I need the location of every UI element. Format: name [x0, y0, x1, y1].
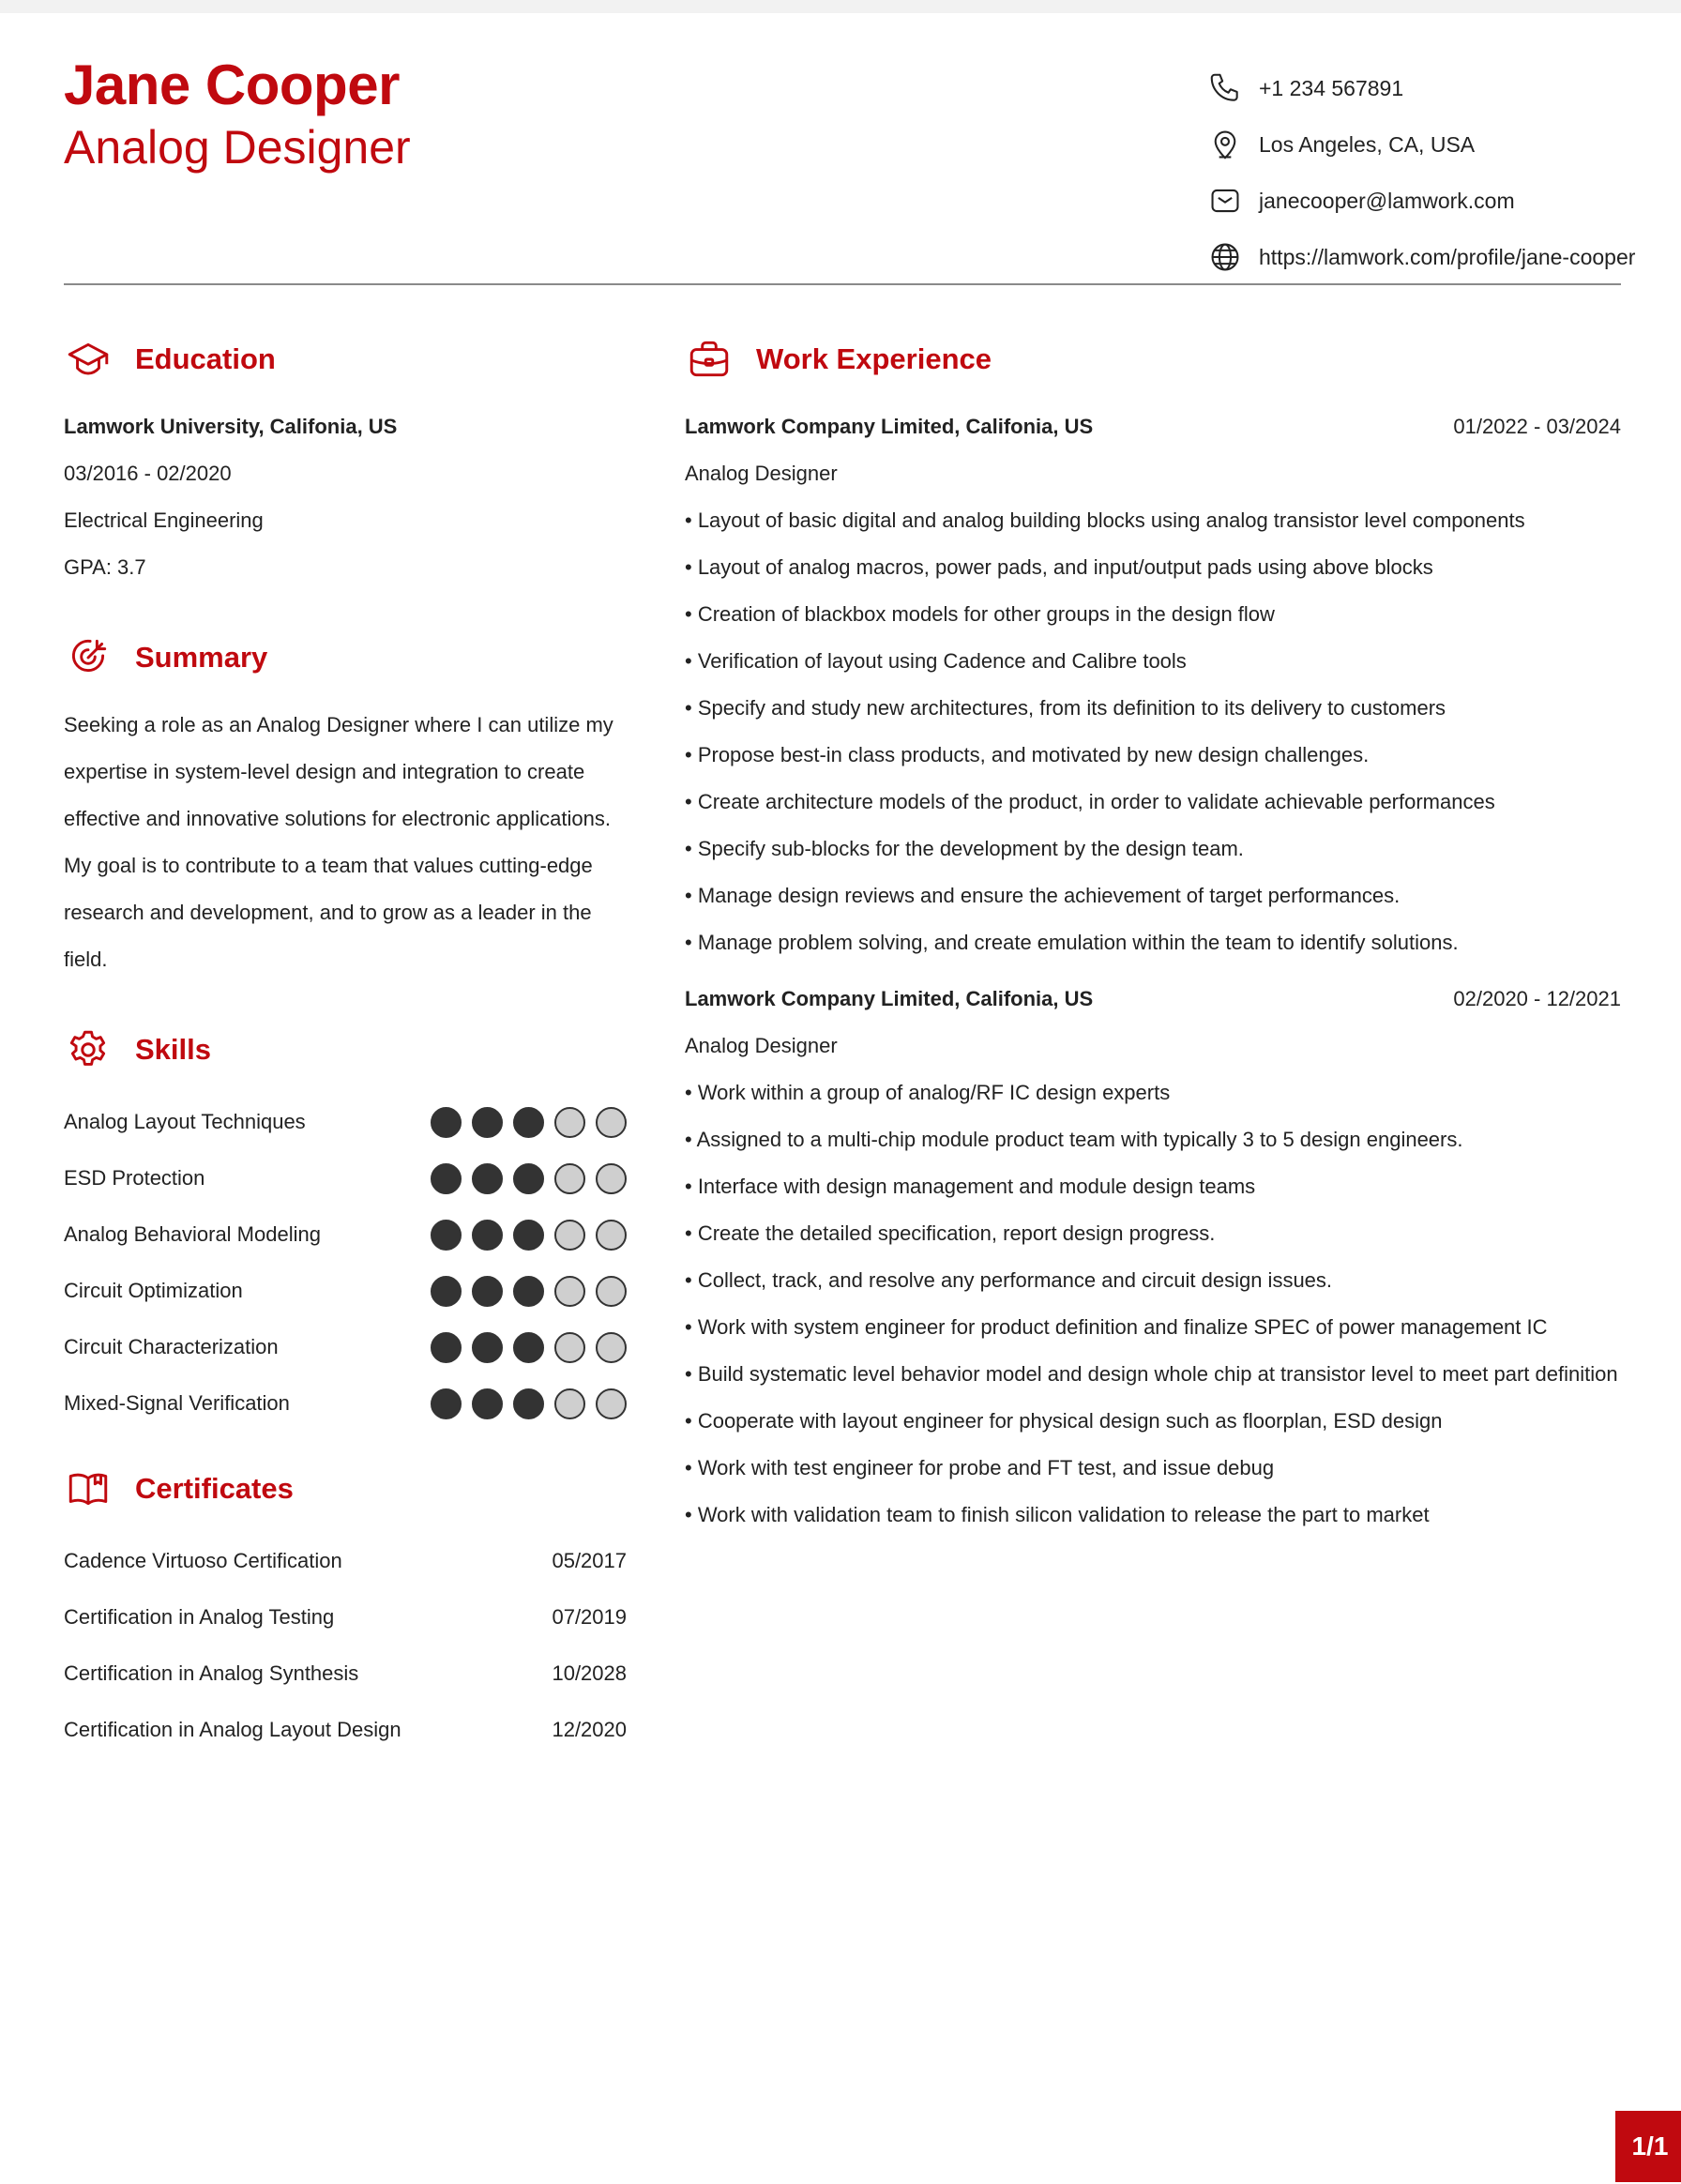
skill-rating: [431, 1388, 627, 1419]
certificate-item: [64, 1646, 627, 1702]
work-title: Work Experience: [756, 342, 992, 375]
skill-rating: [431, 1163, 627, 1194]
candidate-role: Analog Designer: [64, 121, 411, 174]
rating-dot-filled: [472, 1220, 503, 1251]
job-company: Lamwork Company Limited, Califonia, US: [685, 415, 1094, 438]
job-bullet: • Layout of basic digital and analog building blocks using analog transistor level components: [685, 508, 1525, 532]
page-indicator: 1/1: [1615, 2111, 1681, 2182]
certificate-date: 07/2019: [552, 1605, 627, 1629]
contact-email-text[interactable]: janecooper@lamwork.com: [1259, 188, 1515, 213]
job-bullet: • Work within a group of analog/RF IC design experts: [685, 1081, 1171, 1104]
skill-label: Mixed-Signal Verification: [64, 1391, 290, 1415]
job-header: [685, 976, 1621, 1023]
job-bullets: [685, 1069, 1621, 1539]
globe-icon: [1206, 238, 1244, 276]
job-bullet: • Propose best-in class products, and motivated by new design challenges.: [685, 743, 1370, 766]
skill-label: Analog Behavioral Modeling: [64, 1222, 321, 1246]
job-bullet: • Cooperate with layout engineer for physical design such as floorplan, ESD design: [685, 1409, 1443, 1433]
job-bullet: • Work with system engineer for product definition and finalize SPEC of power management IC: [685, 1315, 1548, 1339]
job-bullet: • Work with test engineer for probe and FT test, and issue debug: [685, 1456, 1275, 1479]
right-column: [685, 328, 1621, 1539]
resume-page: [64, 0, 1669, 2184]
rating-dot-filled: [431, 1107, 462, 1138]
education-section: [64, 328, 627, 591]
certificate-name: Certification in Analog Testing: [64, 1605, 335, 1629]
certificate-date: 05/2017: [552, 1549, 627, 1572]
job-bullet: • Build systematic level behavior model and design whole chip at transistor level to meet part definition: [685, 1362, 1618, 1386]
rating-dot-empty: [596, 1276, 627, 1307]
skill-rating: [431, 1332, 627, 1363]
summary-title: Summary: [135, 641, 268, 674]
rating-dot-empty: [596, 1163, 627, 1194]
job-bullet: • Specify sub-blocks for the development by the design team.: [685, 837, 1244, 860]
rating-dot-filled: [431, 1388, 462, 1419]
graduation-cap-icon: [64, 335, 113, 384]
rating-dot-filled: [472, 1276, 503, 1307]
job-bullet: • Manage problem solving, and create emulation within the team to identify solutions.: [685, 931, 1459, 954]
skill-row: [64, 1375, 627, 1432]
contact-location-text: Los Angeles, CA, USA: [1259, 131, 1476, 157]
summary-text: [64, 702, 627, 983]
certificates-heading: [64, 1458, 627, 1520]
rating-dot-filled: [513, 1163, 544, 1194]
rating-dot-empty: [596, 1388, 627, 1419]
certificate-name: Certification in Analog Synthesis: [64, 1661, 359, 1685]
job-entry: [685, 976, 1621, 1539]
skill-row: [64, 1150, 627, 1206]
contact-website-text[interactable]: https://lamwork.com/profile/jane-cooper: [1259, 244, 1636, 269]
job-position: Analog Designer: [685, 1034, 838, 1057]
job-bullet: • Collect, track, and resolve any performance and circuit design issues.: [685, 1268, 1333, 1292]
summary-heading: [64, 627, 627, 689]
skill-row: [64, 1094, 627, 1150]
rating-dot-empty: [596, 1332, 627, 1363]
header-divider: [64, 283, 1621, 285]
contact-website: [1206, 229, 1638, 285]
rating-dot-filled: [472, 1163, 503, 1194]
rating-dot-filled: [431, 1163, 462, 1194]
job-bullet: • Create architecture models of the product, in order to validate achievable performances: [685, 790, 1495, 813]
summary-line: My goal is to contribute to a team that values cutting-edge: [64, 854, 593, 877]
skill-label: Analog Layout Techniques: [64, 1110, 306, 1133]
summary-line: research and development, and to grow as a leader in the field.: [64, 901, 592, 971]
skill-rating: [431, 1107, 627, 1138]
rating-dot-empty: [596, 1107, 627, 1138]
job-entry: [685, 403, 1621, 966]
certificates-section: [64, 1458, 627, 1758]
briefcase-icon: [685, 335, 734, 384]
summary-section: [64, 627, 627, 983]
skill-label: Circuit Optimization: [64, 1279, 243, 1302]
job-dates: 01/2022 - 03/2024: [1453, 415, 1621, 438]
job-bullet: • Layout of analog macros, power pads, and input/output pads using above blocks: [685, 555, 1433, 579]
rating-dot-filled: [431, 1332, 462, 1363]
certificates-title: Certificates: [135, 1472, 294, 1505]
summary-line: Seeking a role as an Analog Designer where I can utilize my: [64, 713, 613, 736]
open-book-icon: [64, 1464, 113, 1513]
certificate-date: 12/2020: [552, 1718, 627, 1741]
work-heading: [685, 328, 1621, 390]
skill-row: [64, 1206, 627, 1263]
job-company: Lamwork Company Limited, Califonia, US: [685, 987, 1094, 1010]
contact-location: [1206, 116, 1638, 173]
job-bullet: • Create the detailed specification, report design progress.: [685, 1221, 1216, 1245]
mail-icon: [1206, 182, 1244, 220]
rating-dot-empty: [554, 1107, 585, 1138]
skill-label: Circuit Characterization: [64, 1335, 279, 1358]
certificate-name: Cadence Virtuoso Certification: [64, 1549, 342, 1572]
education-title: Education: [135, 342, 276, 375]
summary-line: expertise in system-level design and integration to create: [64, 760, 585, 783]
skill-row: [64, 1263, 627, 1319]
rating-dot-empty: [554, 1276, 585, 1307]
rating-dot-empty: [554, 1388, 585, 1419]
rating-dot-filled: [431, 1276, 462, 1307]
target-icon: [64, 633, 113, 682]
education-dates: 03/2016 - 02/2020: [64, 462, 232, 485]
phone-icon: [1206, 69, 1244, 107]
left-column: [64, 328, 627, 1758]
gear-icon: [64, 1025, 113, 1074]
skill-label: ESD Protection: [64, 1166, 205, 1190]
rating-dot-filled: [513, 1220, 544, 1251]
job-bullet: • Specify and study new architectures, from its definition to its delivery to customers: [685, 696, 1446, 720]
skills-heading: [64, 1019, 627, 1081]
rating-dot-filled: [513, 1276, 544, 1307]
certificate-item: [64, 1702, 627, 1758]
rating-dot-empty: [554, 1163, 585, 1194]
skill-rating: [431, 1220, 627, 1251]
rating-dot-empty: [554, 1220, 585, 1251]
certificate-name: Certification in Analog Layout Design: [64, 1718, 401, 1741]
education-field: Electrical Engineering: [64, 508, 264, 532]
rating-dot-filled: [513, 1388, 544, 1419]
certificate-item: [64, 1589, 627, 1646]
rating-dot-filled: [513, 1332, 544, 1363]
contact-phone: [1206, 60, 1638, 116]
rating-dot-filled: [472, 1388, 503, 1419]
job-bullet: • Verification of layout using Cadence and Calibre tools: [685, 649, 1187, 673]
contact-phone-text: +1 234 567891: [1259, 75, 1404, 100]
certificate-item: [64, 1533, 627, 1589]
job-bullet: • Assigned to a multi-chip module product team with typically 3 to 5 design engineers.: [685, 1128, 1463, 1151]
job-position: Analog Designer: [685, 462, 838, 485]
rating-dot-empty: [596, 1220, 627, 1251]
education-heading: [64, 328, 627, 390]
rating-dot-filled: [472, 1332, 503, 1363]
education-gpa: GPA: 3.7: [64, 555, 146, 579]
contact-email: [1206, 173, 1638, 229]
job-bullet: • Interface with design management and module design teams: [685, 1175, 1256, 1198]
job-bullets: [685, 497, 1621, 966]
rating-dot-filled: [431, 1220, 462, 1251]
job-dates: 02/2020 - 12/2021: [1453, 987, 1621, 1010]
location-pin-icon: [1206, 126, 1244, 163]
rating-dot-filled: [513, 1107, 544, 1138]
skills-section: [64, 1019, 627, 1432]
skills-list: [64, 1094, 627, 1432]
job-bullet: • Creation of blackbox models for other groups in the design flow: [685, 602, 1275, 626]
job-bullet: • Work with validation team to finish silicon validation to release the part to market: [685, 1503, 1430, 1526]
skills-title: Skills: [135, 1033, 211, 1066]
skill-row: [64, 1319, 627, 1375]
rating-dot-empty: [554, 1332, 585, 1363]
education-school: Lamwork University, Califonia, US: [64, 415, 398, 438]
candidate-name: Jane Cooper: [64, 53, 400, 116]
certificate-date: 10/2028: [552, 1661, 627, 1685]
rating-dot-filled: [472, 1107, 503, 1138]
job-header: [685, 403, 1621, 450]
skill-rating: [431, 1276, 627, 1307]
job-bullet: • Manage design reviews and ensure the achievement of target performances.: [685, 884, 1401, 907]
contact-list: [1206, 60, 1638, 285]
summary-line: effective and innovative solutions for electronic applications.: [64, 807, 611, 830]
